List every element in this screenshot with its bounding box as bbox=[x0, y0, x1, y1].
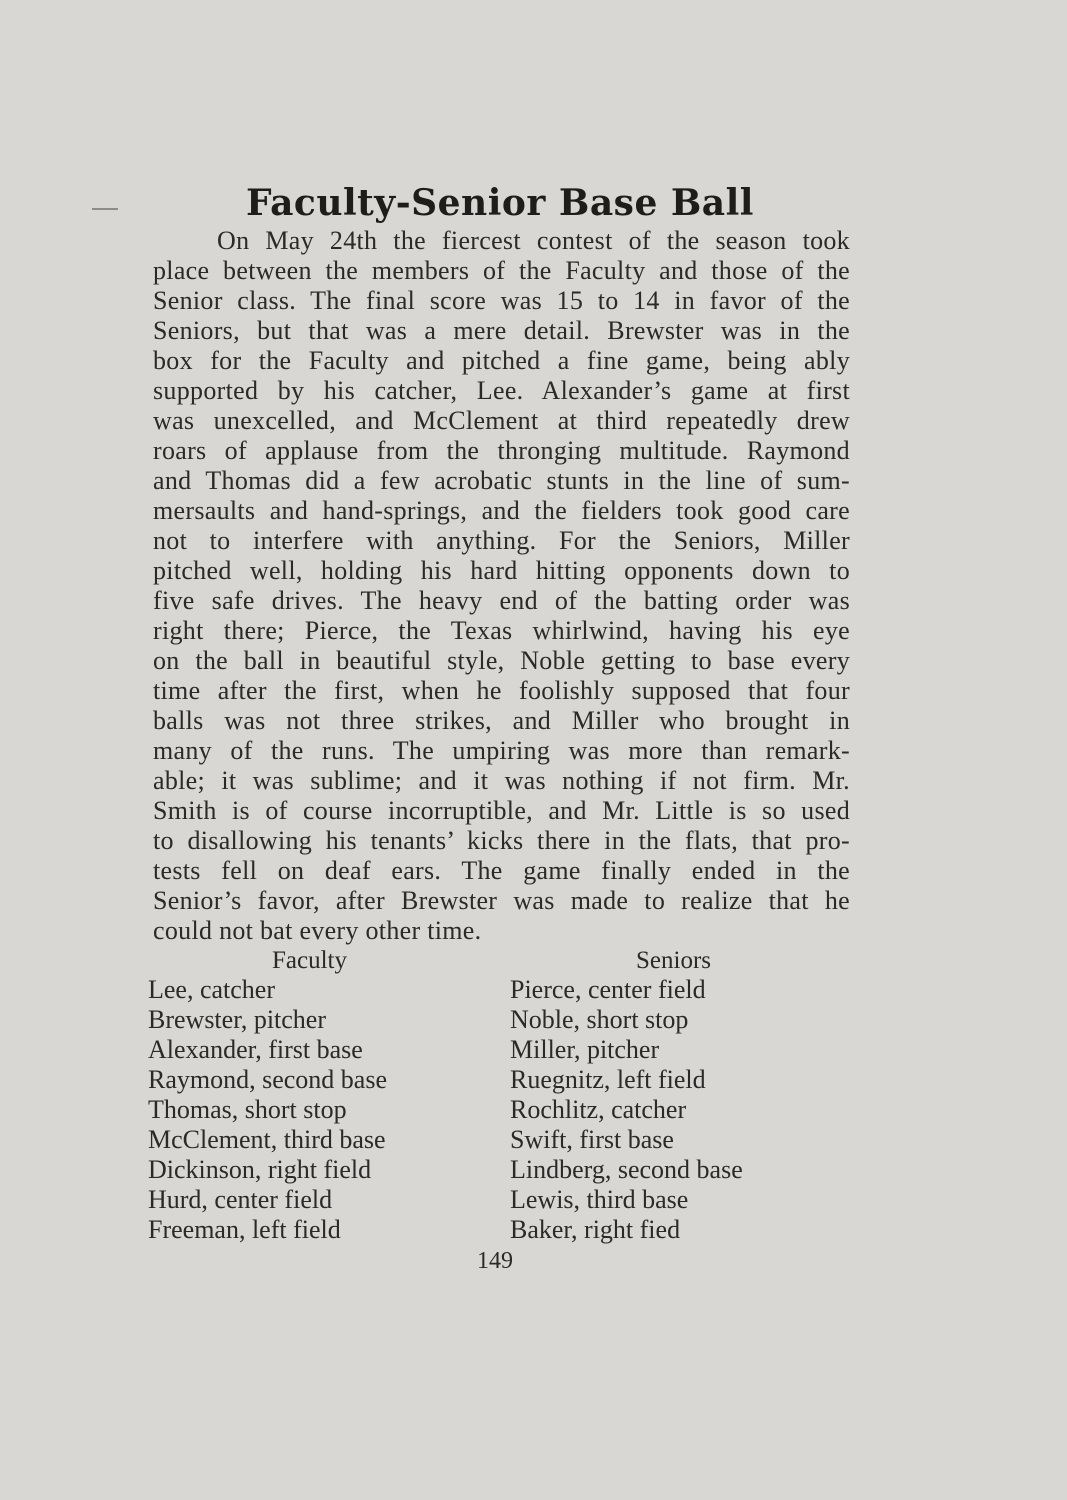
page-number: 149 bbox=[477, 1248, 513, 1274]
faculty-player: Dickinson, right field bbox=[148, 1155, 372, 1184]
text-line: mersaults and hand-springs, and the fielders took good care bbox=[153, 496, 850, 525]
seniors-player: Pierce, center field bbox=[510, 975, 706, 1004]
text-line: pitched well, holding his hard hitting opponents down to bbox=[153, 556, 850, 585]
faculty-player: McClement, third base bbox=[148, 1125, 386, 1154]
seniors-player: Ruegnitz, left field bbox=[510, 1065, 706, 1094]
faculty-roster bbox=[148, 975, 387, 1245]
text-line: balls was not three strikes, and Miller who brought in bbox=[153, 706, 850, 735]
text-line: tests fell on deaf ears. The game finally ended in the bbox=[153, 856, 850, 885]
text-line: time after the first, when he foolishly supposed that four bbox=[153, 676, 850, 705]
seniors-player: Miller, pitcher bbox=[510, 1035, 660, 1064]
seniors-roster bbox=[510, 975, 743, 1245]
faculty-player: Thomas, short stop bbox=[148, 1095, 347, 1124]
faculty-heading: Faculty bbox=[272, 947, 347, 974]
text-line: many of the runs. The umpiring was more than remark- bbox=[153, 736, 850, 765]
seniors-heading: Seniors bbox=[636, 947, 711, 974]
seniors-player: Lewis, third base bbox=[510, 1185, 689, 1214]
text-line: supported by his catcher, Lee. Alexander’s game at first bbox=[153, 376, 850, 405]
text-line: Seniors, but that was a mere detail. Brewster was in the bbox=[153, 316, 850, 345]
faculty-player: Alexander, first base bbox=[148, 1035, 363, 1064]
seniors-player: Rochlitz, catcher bbox=[510, 1095, 687, 1124]
text-line: was unexcelled, and McClement at third repeatedly drew bbox=[153, 406, 850, 435]
text-line: On May 24th the fiercest contest of the season took bbox=[217, 226, 850, 255]
text-line: right there; Pierce, the Texas whirlwind, having his eye bbox=[153, 616, 850, 645]
text-line: place between the members of the Faculty and those of the bbox=[153, 256, 850, 285]
faculty-player: Lee, catcher bbox=[148, 975, 276, 1004]
text-line: roars of applause from the thronging multitude. Raymond bbox=[153, 436, 850, 465]
page-title: Faculty-Senior Base Ball bbox=[245, 182, 754, 224]
text-line: five safe drives. The heavy end of the batting order was bbox=[153, 586, 850, 615]
seniors-player: Baker, right fied bbox=[510, 1215, 681, 1244]
seniors-player: Swift, first base bbox=[510, 1125, 674, 1154]
article-body bbox=[153, 226, 850, 946]
faculty-player: Brewster, pitcher bbox=[148, 1005, 327, 1034]
text-line: not to interfere with anything. For the Seniors, Miller bbox=[153, 526, 850, 555]
text-line: and Thomas did a few acrobatic stunts in the line of sum- bbox=[153, 466, 850, 495]
text-line: able; it was sublime; and it was nothing if not firm. Mr. bbox=[153, 766, 850, 795]
faculty-player: Hurd, center field bbox=[148, 1185, 333, 1214]
text-line: Senior class. The final score was 15 to 14 in favor of the bbox=[153, 286, 850, 315]
text-line: Smith is of course incorruptible, and Mr. Little is so used bbox=[153, 796, 850, 825]
faculty-player: Freeman, left field bbox=[148, 1215, 341, 1244]
text-line: to disallowing his tenants’ kicks there in the flats, that pro- bbox=[153, 826, 850, 855]
text-line: Senior’s favor, after Brewster was made to realize that he bbox=[153, 886, 850, 915]
text-line: could not bat every other time. bbox=[153, 916, 482, 945]
text-line: box for the Faculty and pitched a fine game, being ably bbox=[153, 346, 850, 375]
text-line: on the ball in beautiful style, Noble getting to base every bbox=[153, 646, 850, 675]
faculty-player: Raymond, second base bbox=[148, 1065, 388, 1094]
seniors-player: Lindberg, second base bbox=[510, 1155, 743, 1184]
seniors-player: Noble, short stop bbox=[510, 1005, 689, 1034]
